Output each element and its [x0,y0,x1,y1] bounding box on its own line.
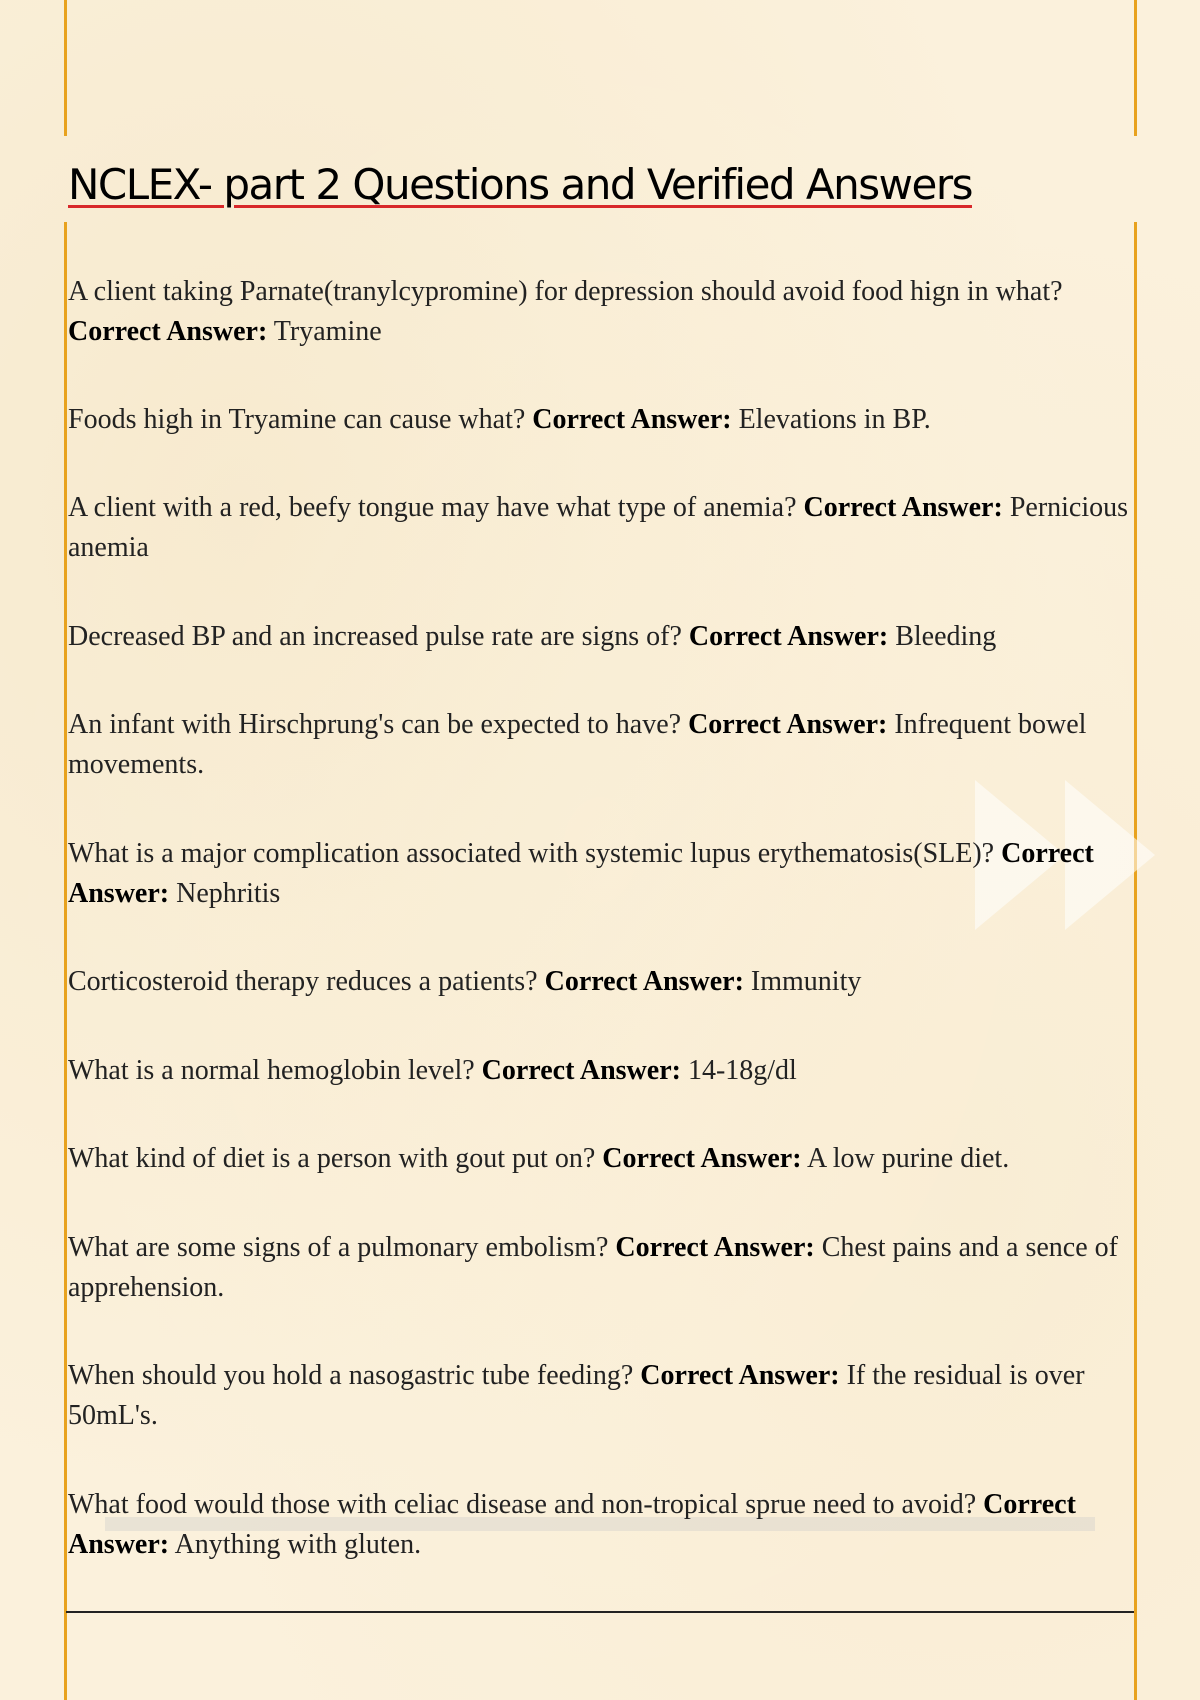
question-text: What is a normal hemoglobin level? [68,1055,475,1086]
answer-text: Anything with gluten. [174,1529,422,1560]
qa-item [68,1356,1130,1436]
answer-label: Correct Answer: [803,492,1003,523]
answer-text: Elevations in BP. [738,404,931,435]
qa-item [68,400,1130,440]
page-border-right [1134,222,1137,1700]
answer-text: Immunity [750,966,862,997]
answer-label: Correct Answer: [544,966,744,997]
answer-text: 14-18g/dl [687,1055,797,1086]
answer-label: Correct Answer: [532,404,732,435]
question-text: Decreased BP and an increased pulse rate are signs of? [68,621,682,652]
answer-label: Correct Answer: [688,709,888,740]
page-border-right-top [1134,0,1137,136]
answer-text: A low purine diet. [807,1143,1010,1174]
answer-label: Correct Answer: [602,1143,802,1174]
page-border-left-top [64,0,67,136]
answer-label: Correct Answer: [68,838,1094,909]
question-text: What is a major complication associated with systemic lupus erythematosis(SLE)? [68,838,995,869]
question-text: When should you hold a nasogastric tube feeding? [68,1360,634,1391]
page-border-left [64,222,67,1700]
answer-text: Nephritis [176,878,281,909]
answer-label: Correct Answer: [68,1489,1076,1560]
qa-item [68,705,1130,785]
qa-item [68,1228,1130,1308]
question-text: A client with a red, beefy tongue may have what type of anemia? [68,492,797,523]
qa-item [68,962,1130,1002]
answer-text: Tryamine [273,316,382,347]
answer-label: Correct Answer: [615,1232,815,1263]
question-text: A client taking Parnate(tranylcypromine) for depression should avoid food hign in what? [68,276,1063,307]
qa-item [68,1485,1130,1565]
answer-text: Chest pains and a sence of apprehension. [68,1232,1118,1303]
answer-text: Bleeding [895,621,997,652]
question-text: What kind of diet is a person with gout put on? [68,1143,596,1174]
answer-text: Infrequent bowel movements. [68,709,1087,780]
answer-label: Correct Answer: [68,316,268,347]
qa-item [68,1139,1130,1179]
answer-label: Correct Answer: [688,621,889,652]
qa-item [68,1051,1130,1091]
footer-divider [66,1611,1134,1613]
qa-item [68,617,1130,657]
question-text: What food would those with celiac disease and non-tropical sprue need to avoid? [68,1489,977,1520]
question-text: An infant with Hirschprung's can be expected to have? [68,709,682,740]
question-text: Corticosteroid therapy reduces a patients? [68,966,538,997]
answer-label: Correct Answer: [640,1360,840,1391]
qa-item [68,834,1130,914]
question-text: What are some signs of a pulmonary embolism? [68,1232,609,1263]
page-title: NCLEX- part 2 Questions and Verified Answers [68,160,972,209]
question-text: Foods high in Tryamine can cause what? [68,404,526,435]
answer-label: Correct Answer: [481,1055,681,1086]
qa-item [68,272,1130,352]
answer-text: If the residual is over 50mL's. [68,1360,1085,1431]
qa-item [68,488,1130,568]
answer-text: Pernicious anemia [68,492,1129,563]
